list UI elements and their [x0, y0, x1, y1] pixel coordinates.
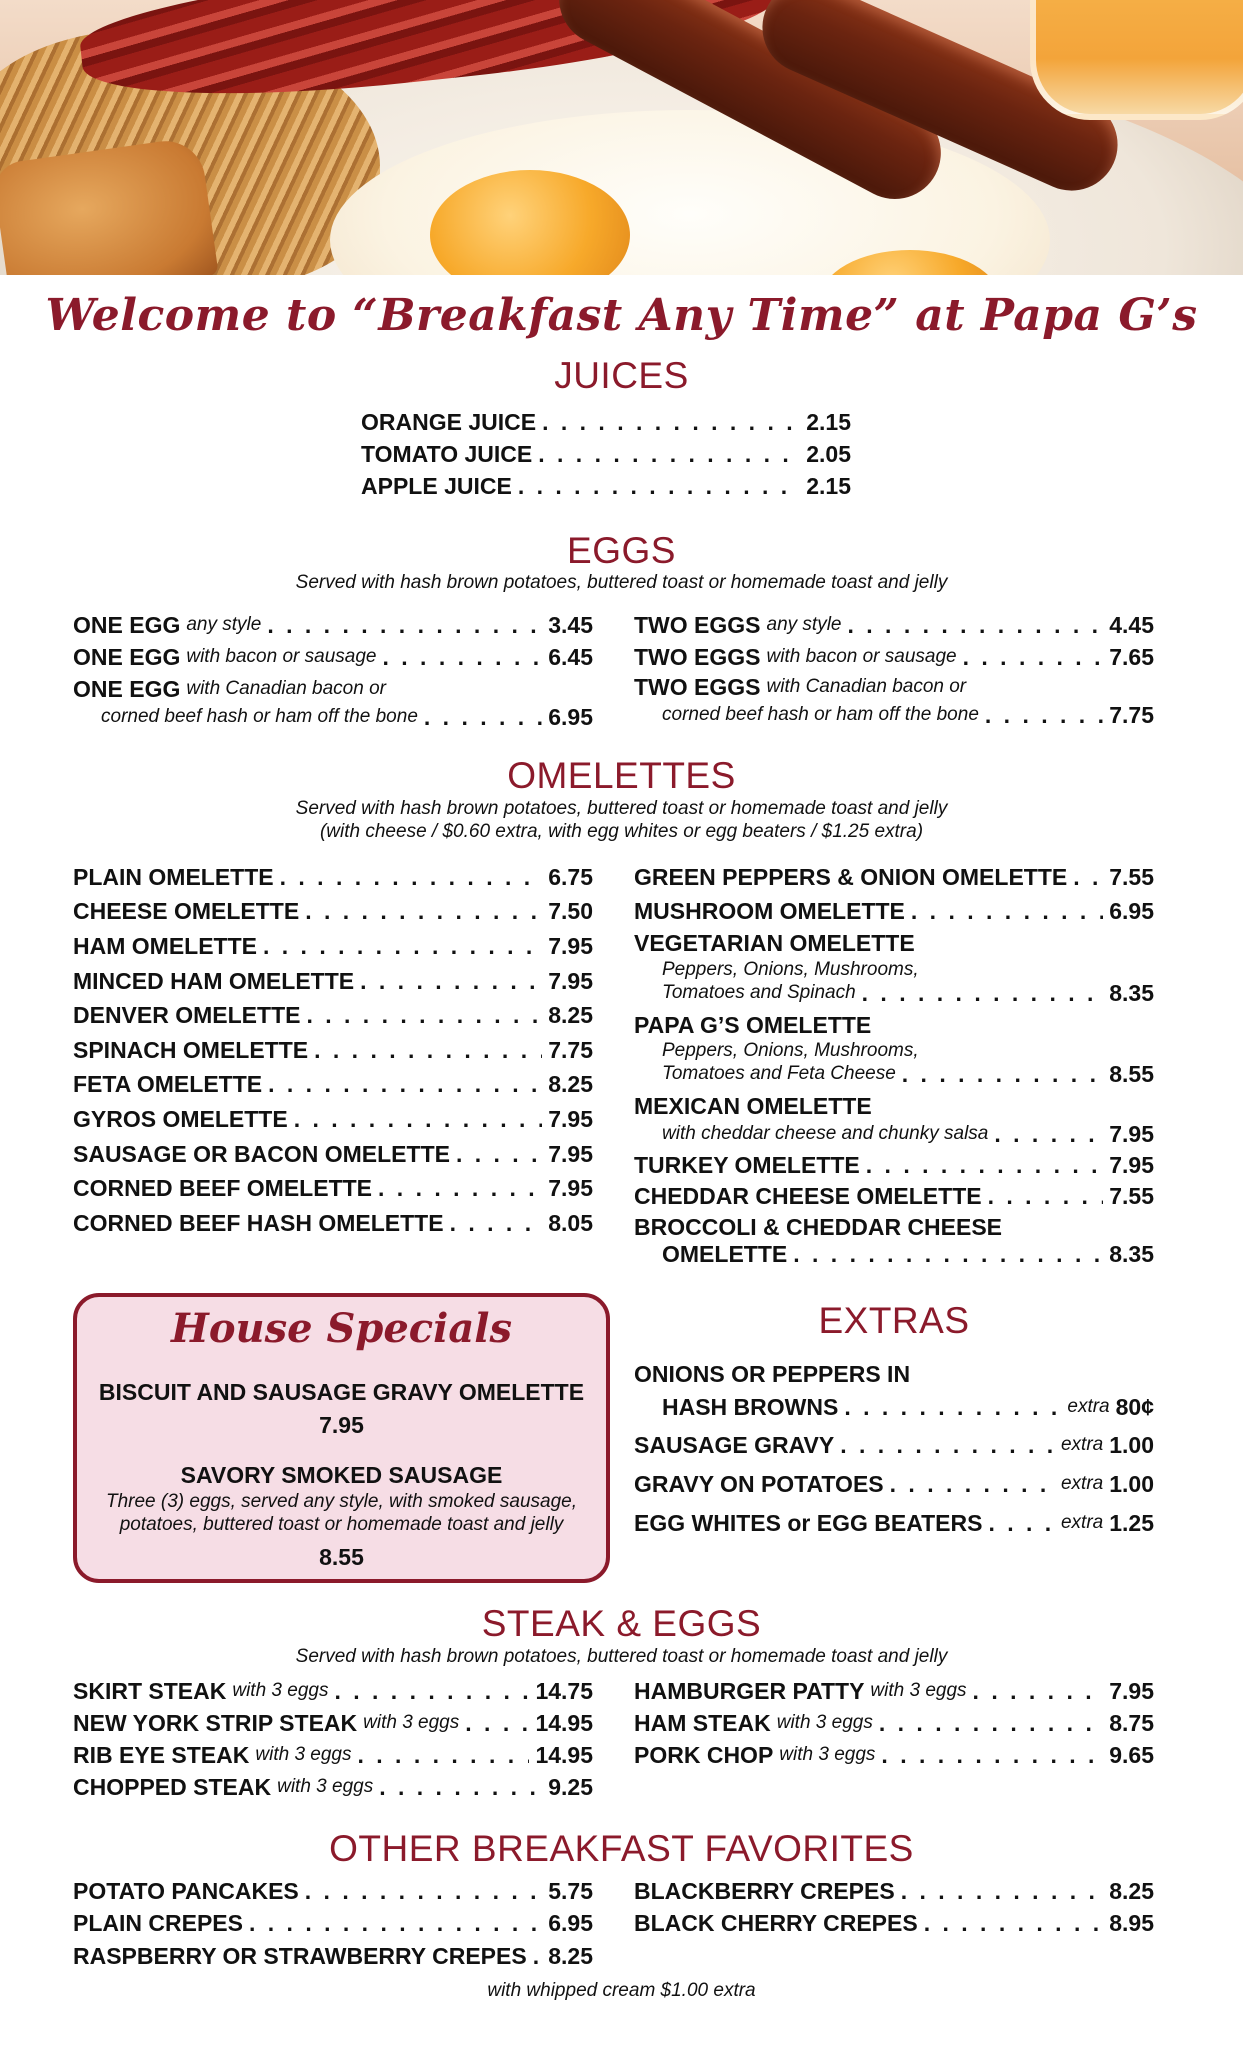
menu-item: GRAVY ON POTATOES . . . extra 1.00	[634, 1469, 1154, 1499]
menu-item: PLAIN OMELETTE . . . 6.75	[73, 862, 593, 892]
menu-item: FETA OMELETTE . . . 8.25	[73, 1069, 593, 1099]
menu-item: RIB EYE STEAK with 3 eggs . . . 14.95	[73, 1740, 593, 1770]
menu-item: TWO EGGS with Canadian bacon or	[634, 674, 967, 700]
menu-item-continued: HASH BROWNS . . . extra 80¢	[662, 1392, 1154, 1422]
menu-item: APPLE JUICE . . . 2.15	[361, 471, 851, 501]
menu-item: BLACK CHERRY CREPES . . . 8.95	[634, 1908, 1154, 1938]
juices-title: JUICES	[554, 355, 689, 396]
house-specials-title: House Specials	[171, 1305, 512, 1352]
menu-item: EGG WHITES or EGG BEATERS . . . extra 1.25	[634, 1508, 1154, 1538]
menu-item: PLAIN CREPES . . . 6.95	[73, 1908, 593, 1938]
menu-item: HAMBURGER PATTY with 3 eggs . . . 7.95	[634, 1676, 1154, 1706]
menu-item: MINCED HAM OMELETTE . . . 7.95	[73, 966, 593, 996]
menu-item: TURKEY OMELETTE . . . 7.95	[634, 1150, 1154, 1180]
menu-item-desc: Peppers, Onions, Mushrooms,	[662, 959, 919, 980]
menu-item: SAUSAGE GRAVY . . . extra 1.00	[634, 1430, 1154, 1460]
menu-item-name: VEGETARIAN OMELETTE	[634, 930, 915, 956]
menu-item: SAUSAGE OR BACON OMELETTE . . . 7.95	[73, 1139, 593, 1169]
whipped-cream-note: with whipped cream $1.00 extra	[487, 1980, 756, 2001]
menu-item: CHEDDAR CHEESE OMELETTE . . . 7.55	[634, 1181, 1154, 1211]
menu-item: ONE EGG any style . . . 3.45	[73, 610, 593, 640]
menu-item-name: PAPA G’S OMELETTE	[634, 1012, 872, 1038]
welcome-title: Welcome to “Breakfast Any Time” at Papa G’s	[45, 290, 1198, 341]
menu-item: SKIRT STEAK with 3 eggs . . . 14.75	[73, 1676, 593, 1706]
menu-item: CHOPPED STEAK with 3 eggs . . . 9.25	[73, 1772, 593, 1802]
other-favorites-title: OTHER BREAKFAST FAVORITES	[329, 1828, 914, 1869]
menu-item: PORK CHOP with 3 eggs . . . 9.65	[634, 1740, 1154, 1770]
menu-item: CORNED BEEF OMELETTE . . . 7.95	[73, 1173, 593, 1203]
menu-item: ONE EGG with bacon or sausage . . . 6.45	[73, 642, 593, 672]
menu-item: ONE EGG with Canadian bacon or	[73, 676, 386, 702]
house-specials-box	[73, 1293, 610, 1583]
menu-item: POTATO PANCAKES . . . 5.75	[73, 1876, 593, 1906]
omelettes-note: Served with hash brown potatoes, buttered toast or homemade toast and jelly	[295, 798, 948, 819]
special-price: 7.95	[319, 1412, 364, 1438]
menu-item-continued: corned beef hash or ham off the bone . . . 6.95	[101, 702, 593, 732]
hero-breakfast-photo	[0, 0, 1243, 275]
eggs-title: EGGS	[567, 530, 676, 571]
menu-item: BLACKBERRY CREPES . . . 8.25	[634, 1876, 1154, 1906]
omelettes-title: OMELETTES	[507, 755, 736, 796]
menu-item-name: MEXICAN OMELETTE	[634, 1093, 872, 1119]
omelettes-note-extra: (with cheese / $0.60 extra, with egg whites or egg beaters / $1.25 extra)	[319, 821, 924, 842]
menu-item: NEW YORK STRIP STEAK with 3 eggs . . . 14.95	[73, 1708, 593, 1738]
menu-item: TWO EGGS with bacon or sausage . . . 7.65	[634, 642, 1154, 672]
menu-item: HAM OMELETTE . . . 7.95	[73, 931, 593, 961]
menu-item-continued: OMELETTE . . . 8.35	[662, 1239, 1154, 1269]
special-price: 8.55	[319, 1544, 364, 1570]
menu-item: SPINACH OMELETTE . . . 7.75	[73, 1035, 593, 1065]
special-desc: Three (3) eggs, served any style, with smoked sausage,	[105, 1491, 577, 1512]
menu-item-continued: Tomatoes and Spinach . . . 8.35	[662, 978, 1154, 1008]
menu-item-name: ONIONS OR PEPPERS IN	[634, 1361, 911, 1387]
menu-item: CHEESE OMELETTE . . . 7.50	[73, 896, 593, 926]
menu-item-continued: corned beef hash or ham off the bone . . . 7.75	[662, 700, 1154, 730]
special-desc: potatoes, buttered toast or homemade toast and jelly	[119, 1514, 564, 1535]
menu-item: MUSHROOM OMELETTE . . . 6.95	[634, 896, 1154, 926]
menu-item: TOMATO JUICE . . . 2.05	[361, 439, 851, 469]
menu-item-continued: Tomatoes and Feta Cheese . . . 8.55	[662, 1059, 1154, 1089]
special-name: BISCUIT AND SAUSAGE GRAVY OMELETTE	[98, 1379, 585, 1405]
menu-item-continued: with cheddar cheese and chunky salsa . . . 7.95	[662, 1119, 1154, 1149]
menu-item: GREEN PEPPERS & ONION OMELETTE . . . 7.55	[634, 862, 1154, 892]
special-name: SAVORY SMOKED SAUSAGE	[180, 1462, 503, 1488]
steak-eggs-note: Served with hash brown potatoes, buttered toast or homemade toast and jelly	[295, 1646, 948, 1667]
menu-item: GYROS OMELETTE . . . 7.95	[73, 1104, 593, 1134]
menu-item: ORANGE JUICE . . . 2.15	[361, 407, 851, 437]
menu-item-desc: Peppers, Onions, Mushrooms,	[662, 1040, 919, 1061]
menu-item: DENVER OMELETTE . . . 8.25	[73, 1000, 593, 1030]
eggs-note: Served with hash brown potatoes, buttered toast or homemade toast and jelly	[295, 572, 948, 593]
orange-juice-glass	[1030, 0, 1243, 120]
steak-eggs-title: STEAK & EGGS	[481, 1603, 762, 1644]
menu-item: CORNED BEEF HASH OMELETTE . . . 8.05	[73, 1208, 593, 1238]
menu-item: TWO EGGS any style . . . 4.45	[634, 610, 1154, 640]
menu-item: HAM STEAK with 3 eggs . . . 8.75	[634, 1708, 1154, 1738]
menu-item-name: BROCCOLI & CHEDDAR CHEESE	[634, 1214, 1003, 1240]
extras-title: EXTRAS	[818, 1300, 970, 1341]
menu-item: RASPBERRY OR STRAWBERRY CREPES . . . 8.25	[73, 1941, 593, 1971]
